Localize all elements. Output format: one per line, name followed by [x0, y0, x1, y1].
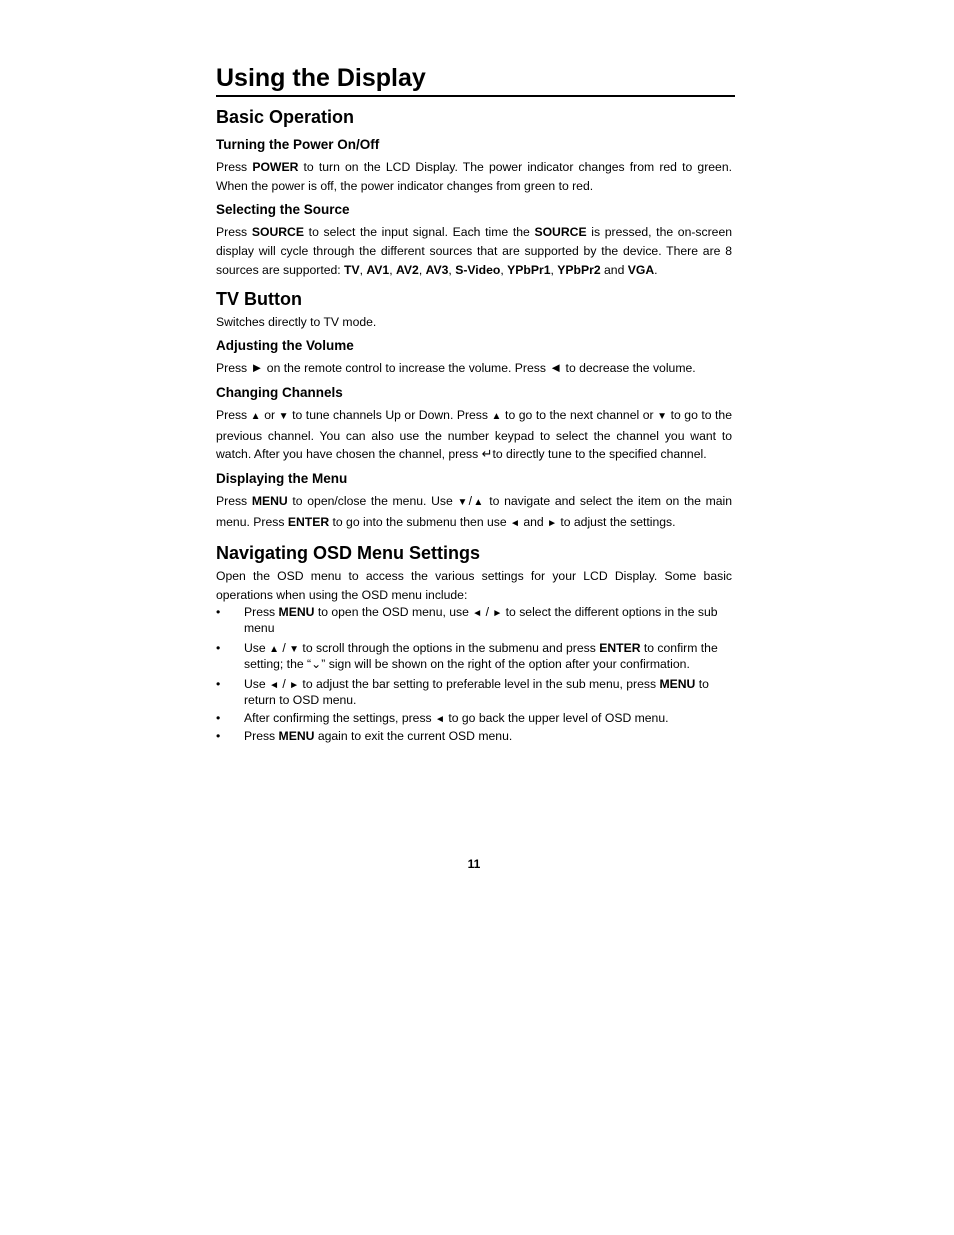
down-arrow-icon: ▼	[289, 643, 300, 655]
down-arrow-icon: ▼	[657, 410, 668, 422]
left-arrow-icon: ◄	[269, 679, 279, 691]
right-arrow-icon: ►	[547, 517, 557, 529]
list-item: • Use ◄ / ► to adjust the bar setting to preferable level in the sub menu, press MENU to return to OSD menu.	[216, 676, 709, 708]
enter-icon: ↵	[481, 446, 493, 462]
check-icon: ⌄	[311, 657, 322, 672]
up-arrow-icon: ▲	[491, 410, 502, 422]
paragraph-volume: Press ► on the remote control to increase the volume. Press ◄ to decrease the volume.	[216, 360, 696, 376]
paragraph-menu: Press MENU to open/close the menu. Use ▼/▲ to navigate and select the item on the main menu. Press ENTER to go into the submenu then use ◄ and ► to adjust the settings.	[216, 494, 732, 529]
bullet-icon: •	[216, 640, 221, 655]
heading-menu: Displaying the Menu	[216, 471, 348, 487]
right-arrow-icon: ►	[492, 607, 503, 619]
list-item: • After confirming the settings, press ◄ to go back the upper level of OSD menu.	[216, 710, 669, 725]
paragraph-osd-intro: Open the OSD menu to access the various settings for your LCD Display. Some basic operations when using the OSD menu include:	[216, 569, 732, 603]
heading-source: Selecting the Source	[216, 202, 350, 218]
bullet-icon: •	[216, 729, 221, 744]
list-item: • Use ▲ / ▼ to scroll through the options in the submenu and press ENTER to confirm the setting; the “⌄” sign will be shown on the right of the option after your confirmation.	[216, 640, 718, 672]
heading-basic-operation: Basic Operation	[216, 107, 355, 127]
osd-bullet-list	[216, 605, 732, 745]
down-arrow-icon: ▼	[278, 410, 289, 422]
bullet-icon: •	[216, 676, 221, 691]
heading-osd: Navigating OSD Menu Settings	[216, 543, 481, 564]
bullet-icon: •	[216, 604, 221, 619]
paragraph-tv: Switches directly to TV mode.	[216, 314, 377, 329]
paragraph-power: Press POWER to turn on the LCD Display. The power indicator changes from red to green. When the power is off, the power indicator changes from green to red.	[216, 160, 732, 193]
left-arrow-icon: ◄	[510, 517, 520, 529]
list-item: • Press MENU to open the OSD menu, use ◄ / ► to select the different options in the sub menu	[216, 604, 718, 636]
heading-power: Turning the Power On/Off	[216, 137, 380, 152]
page-number: 11	[467, 857, 481, 871]
heading-channels: Changing Channels	[216, 384, 343, 400]
left-arrow-icon: ◄	[472, 607, 483, 619]
heading-tv-button: TV Button	[216, 288, 302, 309]
left-arrow-icon: ◄	[435, 713, 445, 725]
down-arrow-icon: ▼	[457, 497, 469, 509]
paragraph-source: Press SOURCE to select the input signal. Each time the SOURCE is pressed, the on-screen display will cycle through the different sources that are supported by the device. There are 8 sources are supported: TV, AV1, AV2, AV3, S-Video, YPbPr1, YPbPr2 and VGA.	[216, 225, 733, 277]
bullet-icon: •	[216, 710, 221, 725]
up-arrow-icon: ▲	[269, 643, 279, 655]
up-arrow-icon: ▲	[472, 497, 485, 509]
page-content	[216, 62, 732, 745]
paragraph-channels: Press ▲ or ▼ to tune channels Up or Down. Press ▲ to go to the next channel or ▼ to go to the previous channel. You can also use the number keypad to select the channel you want to watch. After you have chosen the channel, press ↵to directly tune to the specified channel.	[216, 407, 732, 462]
right-arrow-icon: ►	[289, 679, 300, 691]
left-arrow-icon: ◄	[549, 360, 563, 376]
page-title: Using the Display	[216, 62, 735, 97]
right-arrow-icon: ►	[250, 360, 264, 376]
up-arrow-icon: ▲	[250, 410, 261, 422]
list-item: • Press MENU again to exit the current OSD menu.	[216, 729, 513, 744]
heading-volume: Adjusting the Volume	[216, 338, 354, 354]
